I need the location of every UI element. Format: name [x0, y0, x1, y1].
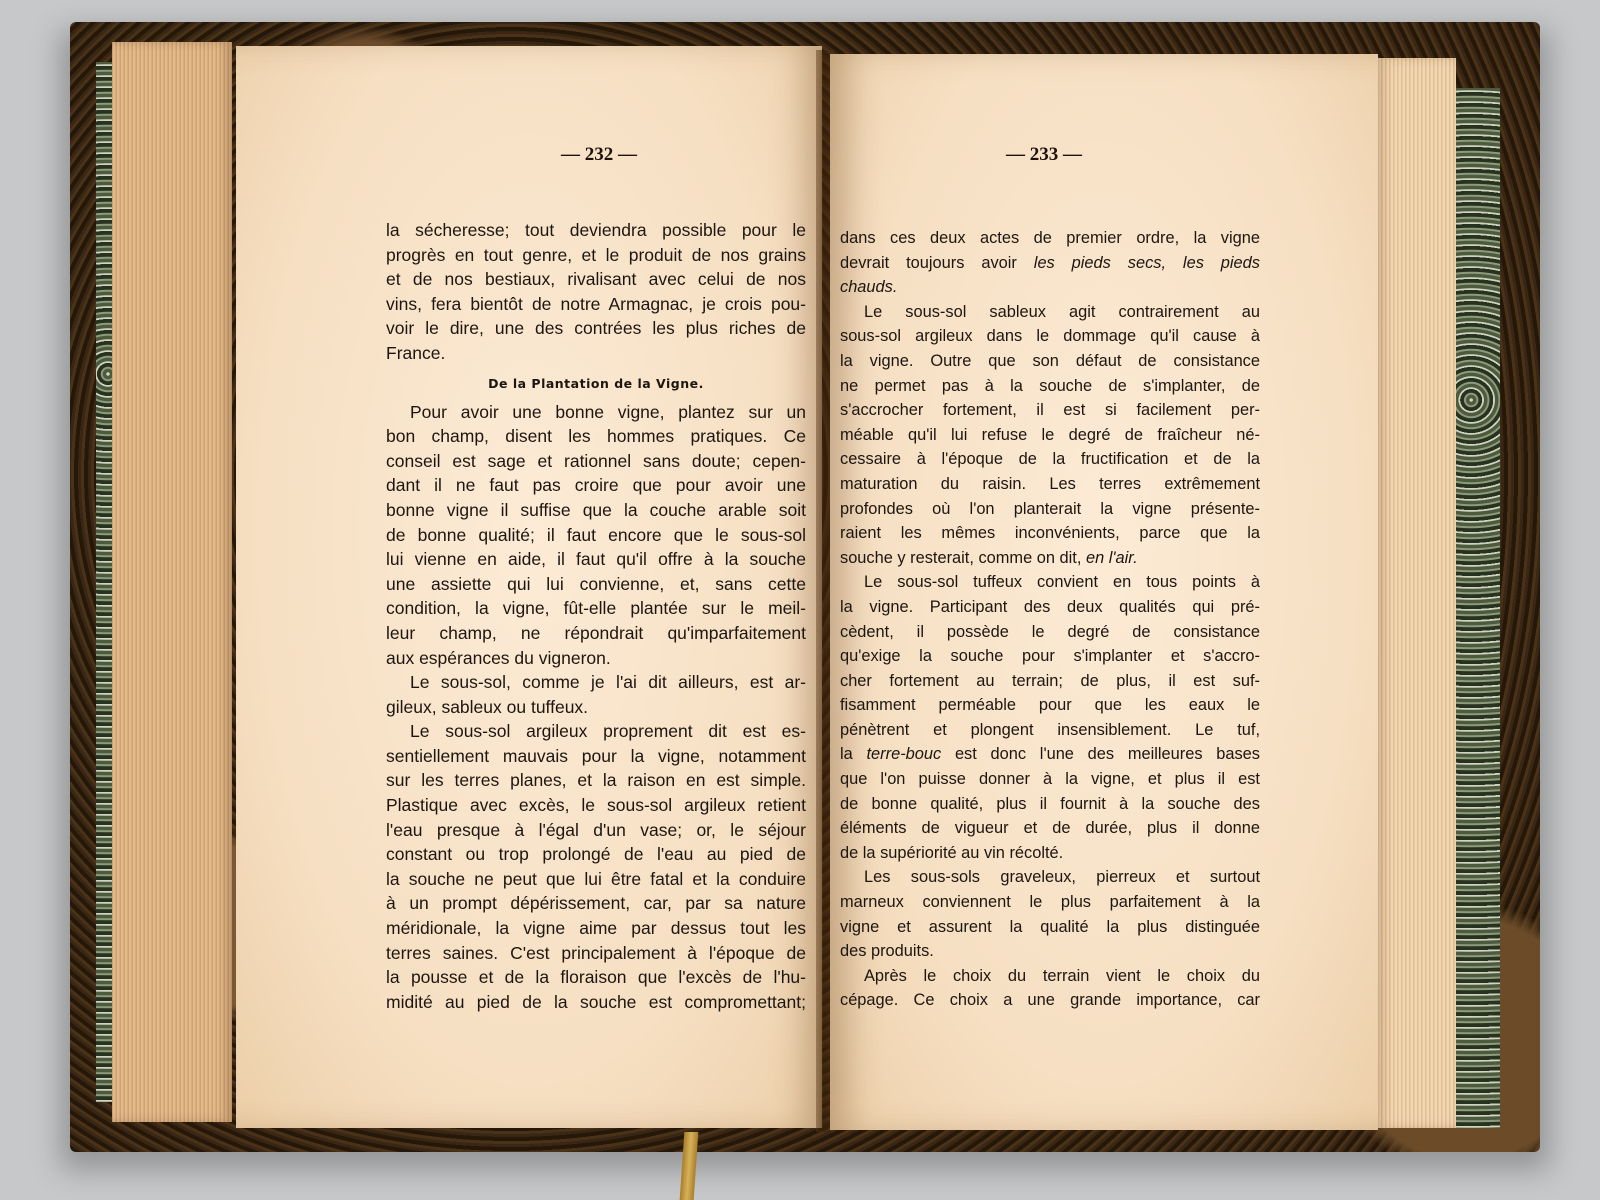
text-span: souche y resterait, comme on dit, — [840, 548, 1082, 567]
text-line: méridionale, la vigne aime par dessus tout les — [386, 918, 806, 939]
text-line: cèdent, il possède le degré de consistance — [840, 622, 1260, 641]
text-line: vins, fera bientôt de notre Armagnac, je crois pou- — [386, 293, 806, 314]
paragraph — [386, 400, 806, 671]
text-line: et de nos bestiaux, rivalisant avec celui de nos — [386, 269, 806, 290]
text-line: conseil est sage et rationnel sans doute; cepen- — [386, 450, 806, 471]
text-line: qu'exige la souche pour s'implanter et s'accro- — [840, 647, 1260, 666]
text-span: la — [840, 745, 853, 764]
text-line — [840, 251, 1260, 276]
text-line: terres saines. C'est principalement à l'époque de — [386, 942, 806, 963]
text-line: cessaire à l'époque de la fructification et de la — [840, 450, 1260, 469]
text-line: la vigne. Outre que son défaut de consistance — [840, 351, 1260, 370]
paragraph — [840, 865, 1260, 963]
text-line: Le sous-sol sableux agit contrairement au — [864, 302, 1260, 321]
text-line: Les sous-sols graveleux, pierreux et surtout — [864, 868, 1260, 887]
text-line — [840, 275, 1260, 300]
text-line: voir le dire, une des contrées les plus riches de — [386, 318, 806, 339]
text-line: marneux conviennent le plus parfaitement à la — [840, 893, 1260, 912]
text-line: Le sous-sol argileux proprement dit est es- — [410, 721, 806, 742]
text-line: midité au pied de la souche est compromettant; — [386, 991, 806, 1012]
text-line: France. — [386, 342, 446, 363]
paragraph — [386, 670, 806, 719]
italic-text: terre-bouc — [866, 745, 942, 764]
text-line: Le sous-sol tuffeux convient en tous points à — [864, 573, 1260, 592]
text-line: Plastique avec excès, le sous-sol argileux retient — [386, 795, 806, 816]
text-line — [840, 742, 1260, 767]
text-line: s'accrocher fortement, il est si facilement per- — [840, 401, 1260, 420]
text-line: dant il ne faut pas croire que pour avoir une — [386, 475, 806, 496]
text-span: est donc l'une des meilleures bases — [954, 745, 1260, 764]
text-line: de bonne qualité, plus il fournit à la souche des — [840, 794, 1260, 813]
italic-text: les pieds secs, les pieds — [1033, 253, 1260, 272]
paragraph — [840, 964, 1260, 1013]
text-line: maturation du raisin. Les terres extrêmement — [840, 474, 1260, 493]
text-span: devrait toujours avoir — [840, 253, 1017, 272]
text-line: l'eau presque à l'égal d'un vase; or, le séjour — [386, 819, 806, 840]
text-line: aux espérances du vigneron. — [386, 647, 611, 668]
text-line: une assiette qui lui convienne, et, sans cette — [386, 573, 806, 594]
text-line: vigne et assurent la qualité la plus distinguée — [840, 917, 1260, 936]
paragraph — [840, 570, 1260, 865]
text-line: bon champ, disent les hommes pratiques. Ce — [386, 426, 806, 447]
text-line: de bonne qualité; il faut encore que le sous-sol — [386, 524, 806, 545]
page-edges-left — [112, 42, 232, 1122]
text-line: méable qu'il lui refuse le degré de fraîcheur né- — [840, 425, 1260, 444]
text-line: à un prompt dépérissement, car, par sa nature — [386, 893, 806, 914]
text-line: la vigne. Participant des deux qualités qui pré- — [840, 597, 1260, 616]
text-line: gileux, sableux ou tuffeux. — [386, 696, 589, 717]
text-line: leur champ, ne répondrait qu'imparfaitement — [386, 622, 806, 643]
page-number-233: — 233 — — [1006, 144, 1082, 165]
italic-text: chauds. — [840, 278, 898, 297]
text-line: ne permet pas à la souche de s'implanter, de — [840, 376, 1260, 395]
text-line: progrès en tout genre, et le produit de nos grains — [386, 244, 806, 265]
text-line: fisamment perméable pour que les eaux le — [840, 696, 1260, 715]
right-page-text — [840, 226, 1260, 1013]
marbled-endpaper-right — [1452, 88, 1500, 1128]
left-page — [236, 46, 822, 1128]
text-line: profondes où l'on planterait la vigne présente- — [840, 499, 1260, 518]
text-line: Pour avoir une bonne vigne, plantez sur un — [410, 401, 806, 422]
text-line: sous-sol argileux dans le dommage qu'il cause à — [840, 327, 1260, 346]
text-line: Le sous-sol, comme je l'ai dit ailleurs, est ar- — [410, 672, 806, 693]
text-line: Après le choix du terrain vient le choix du — [864, 966, 1260, 985]
text-line: pénètrent et plongent insensiblement. Le tuf, — [840, 720, 1260, 739]
text-line: condition, la vigne, fût-elle plantée sur le meil- — [386, 598, 806, 619]
paragraph — [840, 226, 1260, 300]
text-line — [840, 546, 1260, 571]
text-line: sur les terres planes, et la raison en est simple. — [386, 770, 806, 791]
text-line: cépage. Ce choix a une grande importance, car — [840, 991, 1260, 1010]
italic-text: en l'air. — [1085, 548, 1138, 567]
text-line: de la supériorité au vin récolté. — [840, 843, 1064, 862]
section-heading: De la Plantation de la Vigne. — [488, 375, 704, 391]
text-line: cher fortement au terrain; de plus, il est suf- — [840, 671, 1260, 690]
text-line: sentiellement mauvais pour la vigne, notamment — [386, 745, 806, 766]
text-line: éléments de vigueur et de durée, plus il donne — [840, 819, 1260, 838]
text-line: raient les mêmes inconvénients, parce que la — [840, 524, 1260, 543]
page-number-232: — 232 — — [561, 144, 637, 165]
text-line: la souche ne peut que lui être fatal et la conduire — [386, 868, 806, 889]
text-line: lui vienne en aide, il faut qu'il offre à la souche — [386, 549, 806, 570]
page-edges-right — [1378, 58, 1456, 1128]
text-line: des produits. — [840, 942, 934, 961]
text-line: constant ou trop prolongé de l'eau au pied de — [386, 844, 806, 865]
text-line: la sécheresse; tout deviendra possible pour le — [386, 220, 806, 240]
text-line: dans ces deux actes de premier ordre, la vigne — [840, 229, 1260, 247]
text-line: la pousse et de la floraison que l'excès de l'hu- — [386, 967, 806, 988]
paragraph — [840, 300, 1260, 571]
text-line: que l'on puisse donner à la vigne, et plus il est — [840, 770, 1260, 789]
right-page — [830, 54, 1378, 1130]
text-line: bonne vigne il suffise que la couche arable soit — [386, 499, 806, 520]
paragraph — [386, 719, 806, 1014]
left-page-text — [386, 218, 806, 1014]
intro-paragraph — [386, 218, 806, 366]
